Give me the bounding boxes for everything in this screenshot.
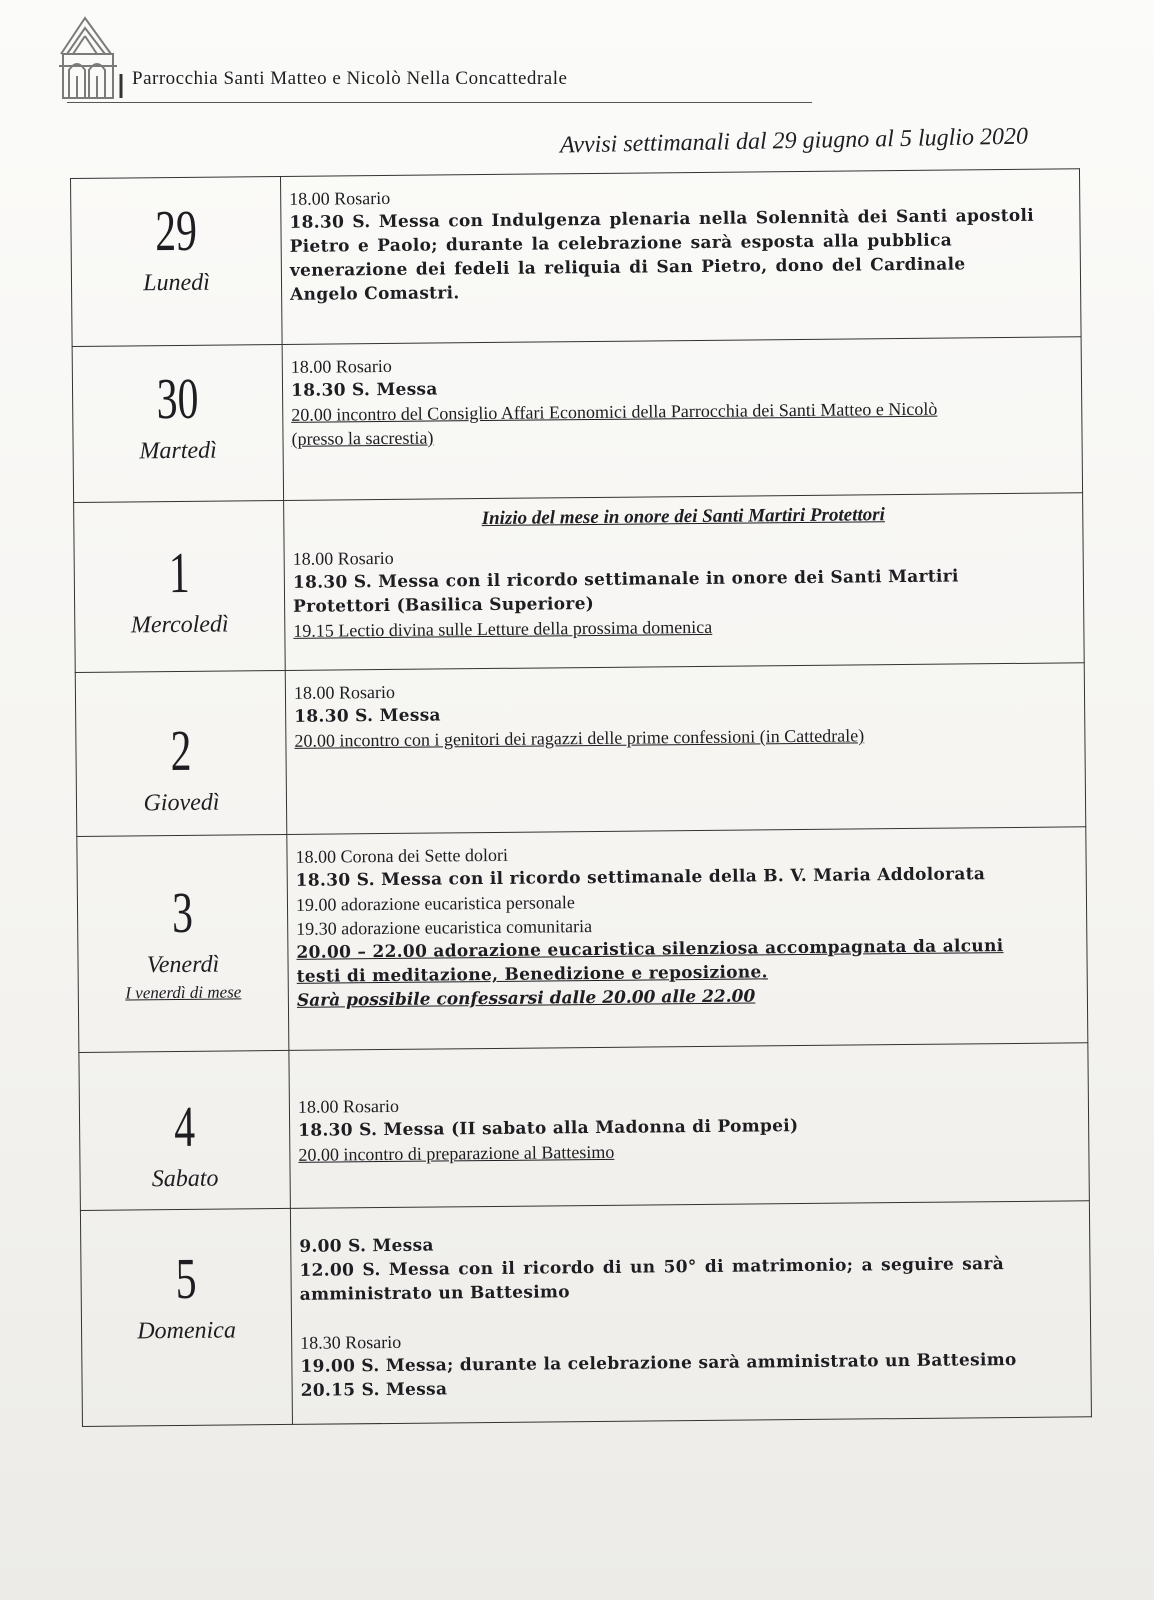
events-cell	[289, 1043, 1089, 1209]
day-cell	[71, 176, 283, 346]
day-name: Martedì	[139, 437, 217, 465]
event-line: 18.30 S. Messa con il ricordo settimanale della B. V. Maria Addolorata	[295, 864, 986, 891]
day-name: Sabato	[151, 1165, 219, 1193]
day-cell	[75, 670, 287, 836]
day-cell	[79, 1050, 291, 1210]
event-line: 20.15 S. Messa	[300, 1379, 448, 1401]
events-cell	[290, 1201, 1091, 1425]
cathedral-logo-icon	[55, 14, 125, 104]
event-line: 18.30 S. Messa con Indulgenza plenaria nella Solennità dei Santi apostoli	[289, 205, 1035, 233]
event-line: 18.30 S. Messa (II sabato alla Madonna di Pompei)	[298, 1116, 799, 1141]
event-line: 18.00 Rosario	[297, 1095, 400, 1117]
day-name: Mercoledì	[130, 611, 229, 639]
events-cell	[284, 493, 1085, 671]
event-line: venerazione dei fedeli la reliquia di San Pietro, dono del Cardinale	[289, 254, 966, 281]
event-line: 19.30 adorazione eucaristica comunitaria	[296, 916, 593, 939]
event-line: 18.00 Rosario	[289, 187, 391, 209]
day-row-2	[75, 663, 1086, 837]
event-line: 20.00 – 22.00 adorazione eucaristica silenziosa accompagnata da alcuni	[296, 936, 1004, 963]
events-cell	[287, 827, 1088, 1051]
event-line: 19.00 S. Messa; durante la celebrazione sarà amministrato un Battesimo	[300, 1349, 1017, 1377]
events-cell	[282, 337, 1082, 501]
events-cell	[285, 663, 1086, 835]
day-row-3	[77, 827, 1088, 1053]
event-line: 18.00 Rosario	[292, 547, 394, 569]
event-line: 18.00 Rosario	[293, 681, 396, 703]
event-line: testi di meditazione, Benedizione e reposizione.	[296, 962, 768, 987]
day-row-29	[71, 169, 1082, 347]
day-number: 4	[173, 1093, 196, 1160]
day-number: 3	[171, 879, 194, 946]
day-number: 29	[154, 197, 198, 264]
day-row-30	[72, 337, 1082, 503]
day-row-1	[74, 493, 1085, 673]
event-line: Angelo Comastri.	[290, 283, 460, 305]
day-name: Domenica	[137, 1317, 237, 1345]
day-cell	[74, 500, 286, 672]
event-line: 18.30 S. Messa	[290, 379, 438, 401]
event-line: (presso la sacrestia)	[291, 427, 434, 449]
event-line: 12.00 S. Messa con il ricordo di un 50° di matrimonio; a seguire sarà	[299, 1254, 1005, 1281]
event-line: 18.00 Rosario	[290, 355, 392, 377]
weekly-schedule-table	[70, 168, 1092, 1427]
event-line: 19.15 Lectio divina sulle Letture della prossima domenica	[293, 616, 713, 641]
day-cell	[80, 1208, 292, 1426]
day-note: I venerdì di mese	[125, 982, 242, 1003]
parish-header	[55, 10, 815, 110]
event-line: 9.00 S. Messa	[299, 1235, 434, 1257]
events-cell	[280, 169, 1081, 345]
day-number: 30	[156, 365, 199, 432]
event-line: 18.30 Rosario	[300, 1331, 402, 1353]
day-number: 1	[168, 539, 191, 606]
day-cell	[72, 344, 283, 502]
event-line: 19.00 adorazione eucaristica personale	[295, 892, 575, 915]
notices-subtitle: Avvisi settimanali dal 29 giugno al 5 luglio 2020	[559, 123, 1029, 159]
event-line: 20.00 incontro con i genitori dei ragazzi delle prime confessioni (in Cattedrale)	[294, 725, 865, 751]
day-name: Venerdì	[146, 951, 220, 979]
event-line: amministrato un Battesimo	[299, 1282, 570, 1305]
event-line: 18.00 Corona dei Sette dolori	[295, 844, 509, 867]
parish-name: Parrocchia Santi Matteo e Nicolò Nella Concattedrale	[132, 68, 568, 89]
event-line: 18.30 S. Messa con il ricordo settimanale in onore dei Santi Martiri	[292, 566, 959, 593]
event-line: Sarà possibile confessarsi dalle 20.00 alle 22.00	[296, 986, 756, 1011]
header-divider	[67, 102, 812, 103]
event-line: 18.30 S. Messa	[294, 705, 441, 727]
event-line: Pietro e Paolo; durante la celebrazione sarà esposta alla pubblica	[289, 230, 953, 257]
day-name: Giovedì	[143, 789, 220, 817]
day-row-5	[80, 1201, 1091, 1427]
day-number: 5	[175, 1245, 197, 1312]
month-heading: Inizio del mese in onore dei Santi Martiri Protettori	[481, 504, 886, 530]
event-line: Protettori (Basilica Superiore)	[293, 593, 595, 617]
day-cell	[77, 834, 289, 1052]
event-line: 20.00 incontro del Consiglio Affari Economici della Parrocchia dei Santi Matteo e Nicolò	[291, 398, 938, 425]
day-row-4	[79, 1043, 1089, 1211]
event-line: 20.00 incontro di preparazione al Battesimo	[298, 1141, 615, 1165]
day-number: 2	[170, 717, 192, 784]
day-name: Lunedì	[143, 269, 210, 297]
